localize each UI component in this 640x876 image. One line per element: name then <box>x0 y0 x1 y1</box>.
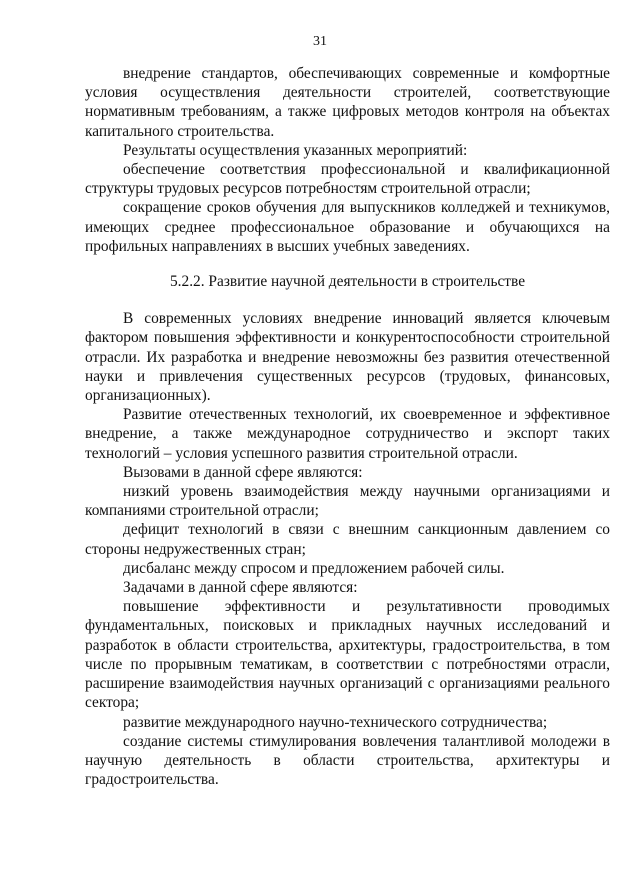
paragraph: дисбаланс между спросом и предложением рабочей силы. <box>123 559 505 577</box>
paragraph: дефицит технологий в связи с внешним санкционным давлением со стороны недружественных стран; <box>85 521 610 558</box>
paragraph: Вызовами в данной сфере являются: <box>123 463 363 481</box>
page-number: 31 <box>313 34 327 49</box>
paragraph: создание системы стимулирования вовлечения талантливой молодежи в научную деятельность в области строительства, архитектуры и градостроительства. <box>85 732 610 789</box>
paragraph: обеспечение соответствия профессиональной и квалификационной структуры трудовых ресурсов потребностям строительной отрасли; <box>85 161 610 198</box>
paragraph: В современных условиях внедрение инноваций является ключевым фактором повышения эффективности и конкурентоспособности строительной отрасли. Их разработка и внедрение невозможны без развития отечественной науки и привлечения существенных ресурсов (трудовых, финансовых, организационных). <box>85 310 610 405</box>
section-heading: 5.2.2. Развитие научной деятельности в строительстве <box>169 273 526 291</box>
paragraph: сокращение сроков обучения для выпускников колледжей и техникумов, имеющих среднее профессиональное образование и обучающихся на профильных направлениях в высших учебных заведениях. <box>85 199 610 255</box>
paragraph: развитие международного научно-технического сотрудничества; <box>123 713 548 731</box>
paragraph: Развитие отечественных технологий, их своевременное и эффективное внедрение, а также международное сотрудничество и экспорт таких технологий – условия успешного развития строительной отрасли. <box>85 406 610 462</box>
paragraph: повышение эффективности и результативности проводимых фундаментальных, поисковых и прикладных научных исследований и разработок в области строительства, архитектуры, градостроительства, в том числе по прорывным тематикам, в соответствии с потребностями отрасли, расширение взаимодействия научных организаций с организациями реального сектора; <box>85 598 610 712</box>
paragraph: внедрение стандартов, обеспечивающих современные и комфортные условия осуществления деятельности строителей, соответствующие нормативным требованиям, а также цифровых методов контроля на объектах капитального строительства. <box>85 65 610 140</box>
paragraph: Результаты осуществления указанных мероприятий: <box>123 141 468 159</box>
paragraph: низкий уровень взаимодействия между научными организациями и компаниями строительной отрасли; <box>85 483 610 520</box>
document-body <box>85 64 610 789</box>
paragraph: Задачами в данной сфере являются: <box>123 579 358 597</box>
